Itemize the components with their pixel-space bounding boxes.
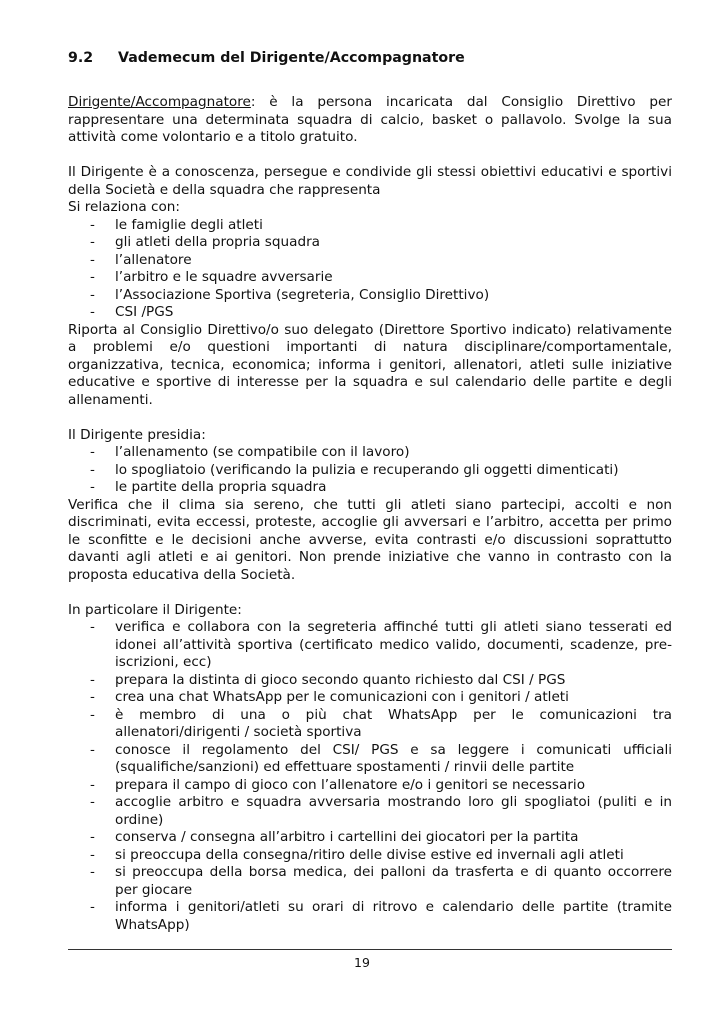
list-dash: - xyxy=(90,304,95,320)
footer-divider xyxy=(68,949,672,950)
list-item-text: le partite della propria squadra xyxy=(115,479,327,495)
list-dash: - xyxy=(90,794,95,810)
list-item xyxy=(68,742,672,777)
list-item-text: accoglie arbitro e squadra avversaria mostrando loro gli spogliatoi (puliti e in ordine) xyxy=(115,794,672,828)
list-item-text: verifica e collabora con la segreteria affinché tutti gli atleti siano tesserati ed idonei all’attività sportiva (certificato medico valido, documenti, scadenze, pre-iscrizioni, ecc) xyxy=(115,619,672,670)
list-item-text: l’allenamento (se compatibile con il lavoro) xyxy=(115,444,410,460)
section-number: 9.2 xyxy=(68,50,94,66)
list-item-text: l’allenatore xyxy=(115,251,192,268)
list-item xyxy=(68,829,672,847)
list-item xyxy=(68,444,672,462)
list-item xyxy=(68,864,672,899)
list-item xyxy=(68,619,672,672)
list-item xyxy=(68,252,672,270)
particular-list xyxy=(68,619,672,934)
list-dash: - xyxy=(90,741,95,758)
list-item-text: crea una chat WhatsApp per le comunicazioni con i genitori / atleti xyxy=(115,689,569,705)
presides-after: Verifica che il clima sia sereno, che tutti gli atleti siano partecipi, accolti e non discriminati, evita eccessi, proteste, accoglie gli avversari e l’arbitro, accetta per primo le sconfitte e le decisioni anche avverse, evita contrasti e/o discussioni soprattutto davanti agli atleti e ai genitori. Non prende iniziative che vanno in contrasto con la proposta educativa della Società. xyxy=(68,496,672,583)
section-title: Vademecum del Dirigente/Accompagnatore xyxy=(118,50,465,66)
list-item-text: lo spogliatoio (verificando la pulizia e recuperando gli oggetti dimenticati) xyxy=(115,461,619,478)
list-dash: - xyxy=(90,671,95,688)
intro-paragraph xyxy=(68,94,672,147)
list-dash: - xyxy=(90,864,95,880)
list-dash: - xyxy=(90,689,95,705)
defined-term: Dirigente/Accompagnatore xyxy=(68,94,251,110)
list-item-text: CSI /PGS xyxy=(115,304,174,320)
list-item-text: prepara il campo di gioco con l’allenatore e/o i genitori se necessario xyxy=(115,776,586,793)
relations-lead: Il Dirigente è a conoscenza, persegue e condivide gli stessi obiettivi educativi e sportivi della Società e della squadra che rappresenta xyxy=(68,164,672,198)
list-dash: - xyxy=(90,269,95,285)
list-item-text: conserva / consegna all’arbitro i cartellini dei giocatori per la partita xyxy=(115,829,579,845)
list-dash: - xyxy=(90,479,95,495)
page-number: 19 xyxy=(354,955,370,970)
list-item-text: l’arbitro e le squadre avversarie xyxy=(115,269,333,285)
list-item-text: è membro di una o più chat WhatsApp per le comunicazioni tra allenatori/dirigenti / società sportiva xyxy=(115,706,672,740)
list-item-text: si preoccupa della consegna/ritiro delle divise estive ed invernali agli atleti xyxy=(115,846,624,863)
list-item xyxy=(68,234,672,252)
list-item xyxy=(68,217,672,235)
list-item xyxy=(68,794,672,829)
list-dash: - xyxy=(90,286,95,303)
presides-list xyxy=(68,444,672,497)
list-item xyxy=(68,462,672,480)
list-dash: - xyxy=(90,251,95,268)
list-item-text: gli atleti della propria squadra xyxy=(115,234,321,250)
list-item-text: conosce il regolamento del CSI/ PGS e sa leggere i comunicati ufficiali (squalifiche/sanzioni) ed effettuare spostamenti / rinvii delle partite xyxy=(115,741,672,775)
list-dash: - xyxy=(90,216,95,233)
list-item-text: si preoccupa della borsa medica, dei palloni da trasferta e di quanto occorrere per giocare xyxy=(115,864,672,898)
particular-intro: In particolare il Dirigente: xyxy=(68,601,242,618)
list-item xyxy=(68,672,672,690)
list-dash: - xyxy=(90,829,95,845)
list-item-text: informa i genitori/atleti su orari di ritrovo e calendario delle partite (tramite WhatsApp) xyxy=(115,899,672,933)
list-item xyxy=(68,304,672,322)
relations-list xyxy=(68,217,672,322)
list-item xyxy=(68,707,672,742)
list-dash: - xyxy=(90,899,95,915)
list-dash: - xyxy=(90,706,95,723)
list-dash: - xyxy=(90,846,95,863)
list-item-text: prepara la distinta di gioco secondo quanto richiesto dal CSI / PGS xyxy=(115,671,566,688)
document-body xyxy=(68,94,672,934)
list-dash: - xyxy=(90,234,95,250)
section-heading xyxy=(68,50,465,66)
presides-intro: Il Dirigente presidia: xyxy=(68,426,206,443)
list-item xyxy=(68,287,672,305)
list-item-text: l’Associazione Sportiva (segreteria, Consiglio Direttivo) xyxy=(115,286,490,303)
relations-intro: Si relaziona con: xyxy=(68,199,180,215)
list-item xyxy=(68,899,672,934)
list-item xyxy=(68,689,672,707)
list-dash: - xyxy=(90,619,95,635)
list-item xyxy=(68,479,672,497)
list-item xyxy=(68,269,672,287)
list-item-text: le famiglie degli atleti xyxy=(115,216,263,233)
relations-after: Riporta al Consiglio Direttivo/o suo delegato (Direttore Sportivo indicato) relativamente a problemi e/o questioni importanti di natura disciplinare/comportamentale, organizzativa, tecnica, economica; informa i genitori, allenatori, atleti sulle iniziative educative e sportive di interesse per la squadra e sul calendario delle partite e degli allenamenti. xyxy=(68,321,672,408)
list-dash: - xyxy=(90,461,95,478)
list-dash: - xyxy=(90,776,95,793)
list-item xyxy=(68,777,672,795)
intro-text: : è la persona incaricata dal Consiglio Direttivo per rappresentare una determinata squadra di calcio, basket o pallavolo. Svolge la sua attività come volontario e a titolo gratuito. xyxy=(68,94,672,145)
list-dash: - xyxy=(90,444,95,460)
list-item xyxy=(68,847,672,865)
